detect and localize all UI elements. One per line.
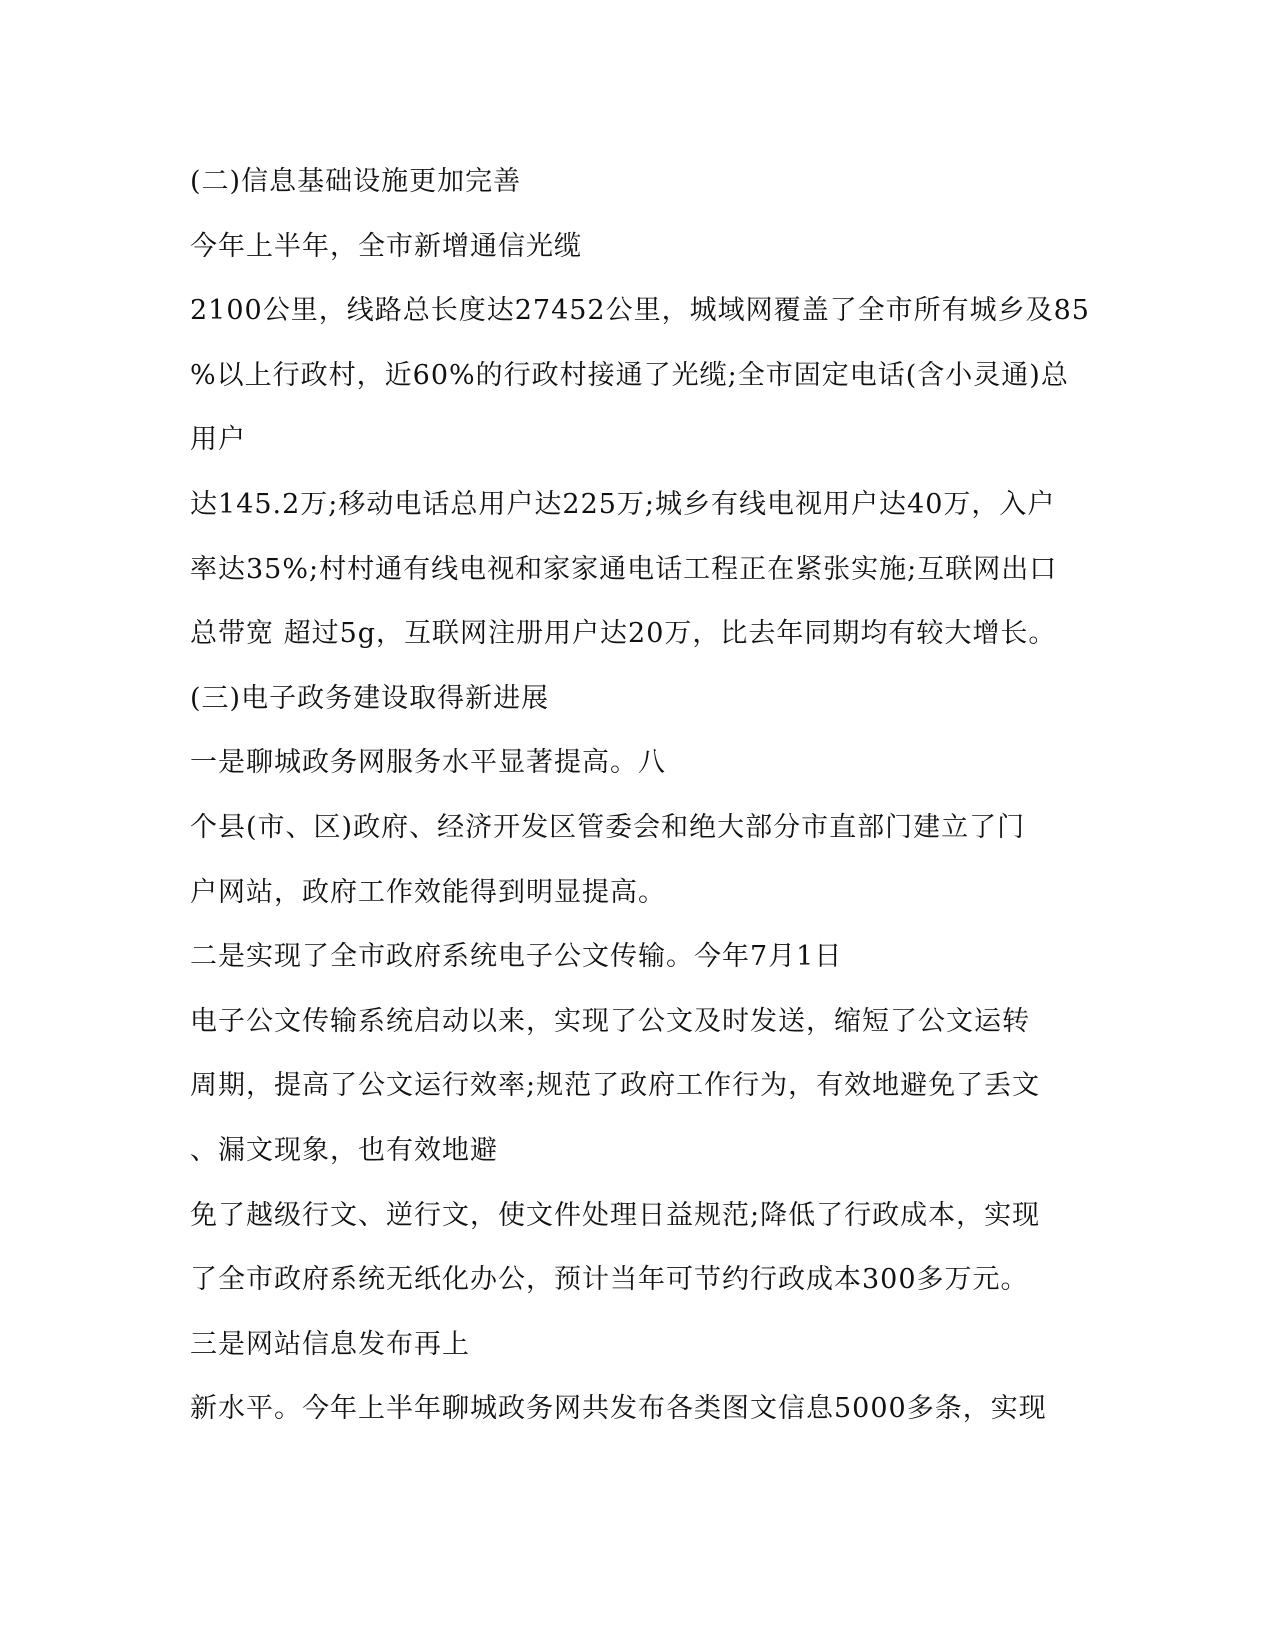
text-line: 免了越级行文、逆行文，使文件处理日益规范;降低了行政成本，实现	[190, 1199, 1041, 1231]
section-heading-3: (三)电子政务建设取得新进展	[190, 682, 550, 714]
text-line: 2100公里，线路总长度达27452公里，城域网覆盖了全市所有城乡及85	[190, 295, 1090, 327]
text-line: 三是网站信息发布再上	[190, 1328, 470, 1360]
section-heading-2: (二)信息基础设施更加完善	[190, 166, 522, 197]
text-line: 个县(市、区)政府、经济开发区管委会和绝大部分市直部门建立了门	[190, 811, 1026, 843]
text-line: 一是聊城政务网服务水平显著提高。八	[190, 747, 666, 779]
text-line: 用户	[190, 424, 246, 456]
text-line: 达145.2万;移动电话总用户达225万;城乡有线电视用户达40万，入户	[190, 488, 1056, 520]
text-line: 电子公文传输系统启动以来，实现了公文及时发送，缩短了公文运转	[190, 1005, 1030, 1037]
text-line: 户网站，政府工作效能得到明显提高。	[190, 876, 666, 908]
text-line: 今年上半年，全市新增通信光缆	[190, 230, 582, 262]
text-line: 、漏文现象，也有效地避	[190, 1134, 498, 1166]
document-body	[190, 166, 1090, 1458]
text-line: 总带宽 超过5g，互联网注册用户达20万，比去年同期均有较大增长。	[190, 618, 1057, 650]
text-line: 率达35%;村村通有线电视和家家通电话工程正在紧张实施;互联网出口	[190, 553, 1058, 585]
text-line: 周期，提高了公文运行效率;规范了政府工作行为，有效地避免了丢文	[190, 1070, 1041, 1102]
text-line: %以上行政村，近60%的行政村接通了光缆;全市固定电话(含小灵通)总	[190, 359, 1069, 391]
text-line: 二是实现了全市政府系统电子公文传输。今年7月1日	[190, 941, 843, 973]
text-line: 了全市政府系统无纸化办公，预计当年可节约行政成本300多万元。	[190, 1264, 1029, 1296]
text-line: 新水平。今年上半年聊城政务网共发布各类图文信息5000多条，实现	[190, 1393, 1047, 1425]
